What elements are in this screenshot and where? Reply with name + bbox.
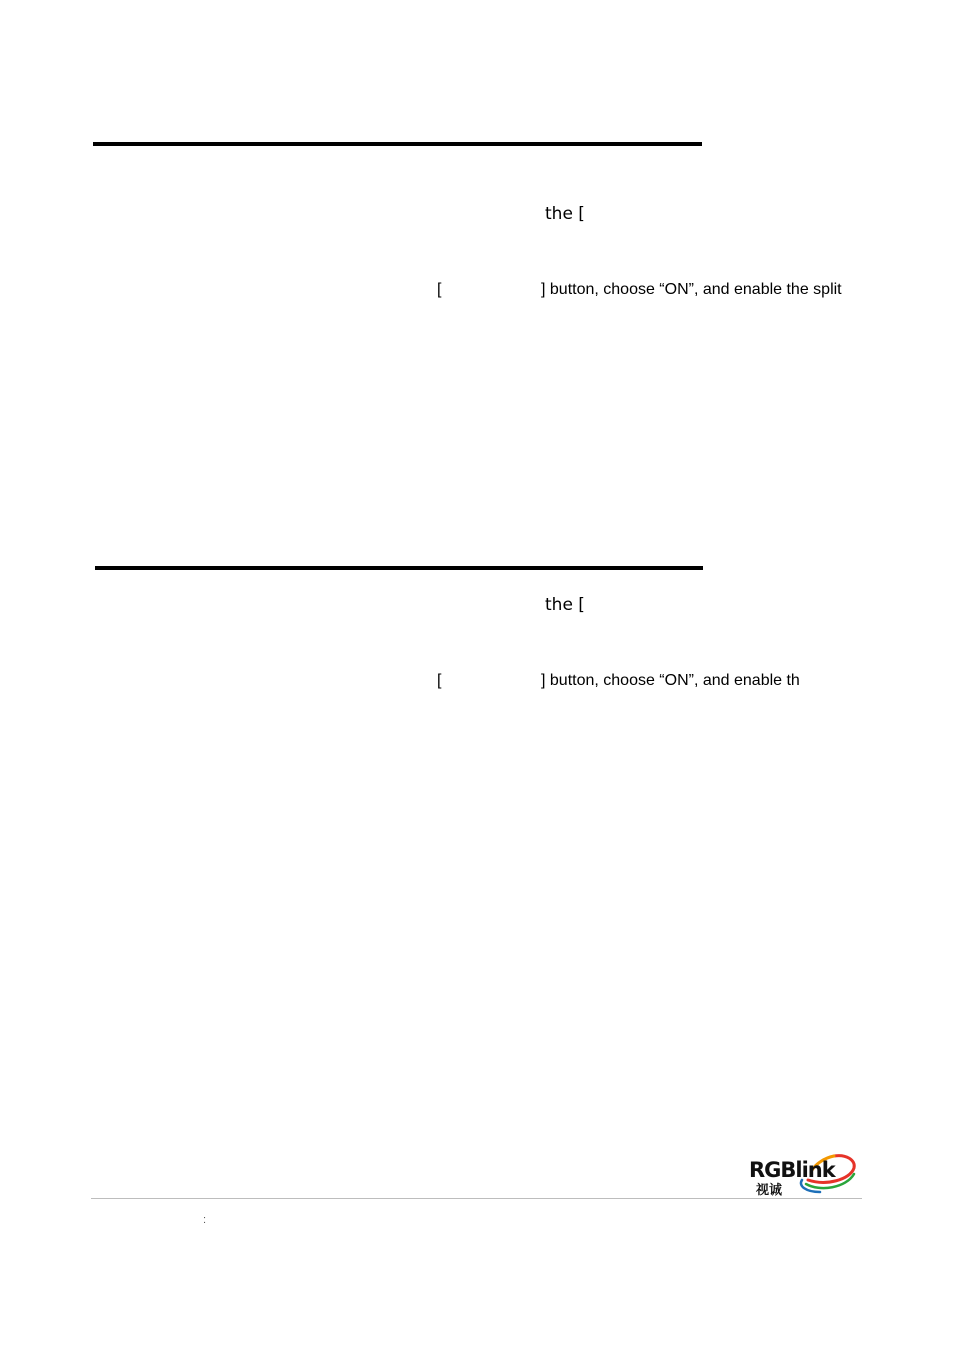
- text-fragment-the: the [: [545, 595, 585, 615]
- text-fragment-bracket: [: [437, 672, 442, 689]
- footer-divider: [91, 1198, 862, 1199]
- logo-chinese-text: 视诚: [756, 1183, 783, 1198]
- footer-separator: :: [203, 1214, 207, 1226]
- text-fragment-the: the [: [545, 204, 585, 224]
- logo-brand-text: RGBlink: [749, 1158, 835, 1182]
- text-fragment-button-instruction: ] button, choose “ON”, and enable the split: [541, 281, 842, 298]
- text-fragment-button-instruction: ] button, choose “ON”, and enable th: [541, 672, 800, 689]
- rgblink-logo: [746, 1150, 858, 1198]
- section-divider-middle: [95, 566, 703, 570]
- text-fragment-bracket: [: [437, 281, 442, 298]
- section-divider-top: [93, 142, 702, 146]
